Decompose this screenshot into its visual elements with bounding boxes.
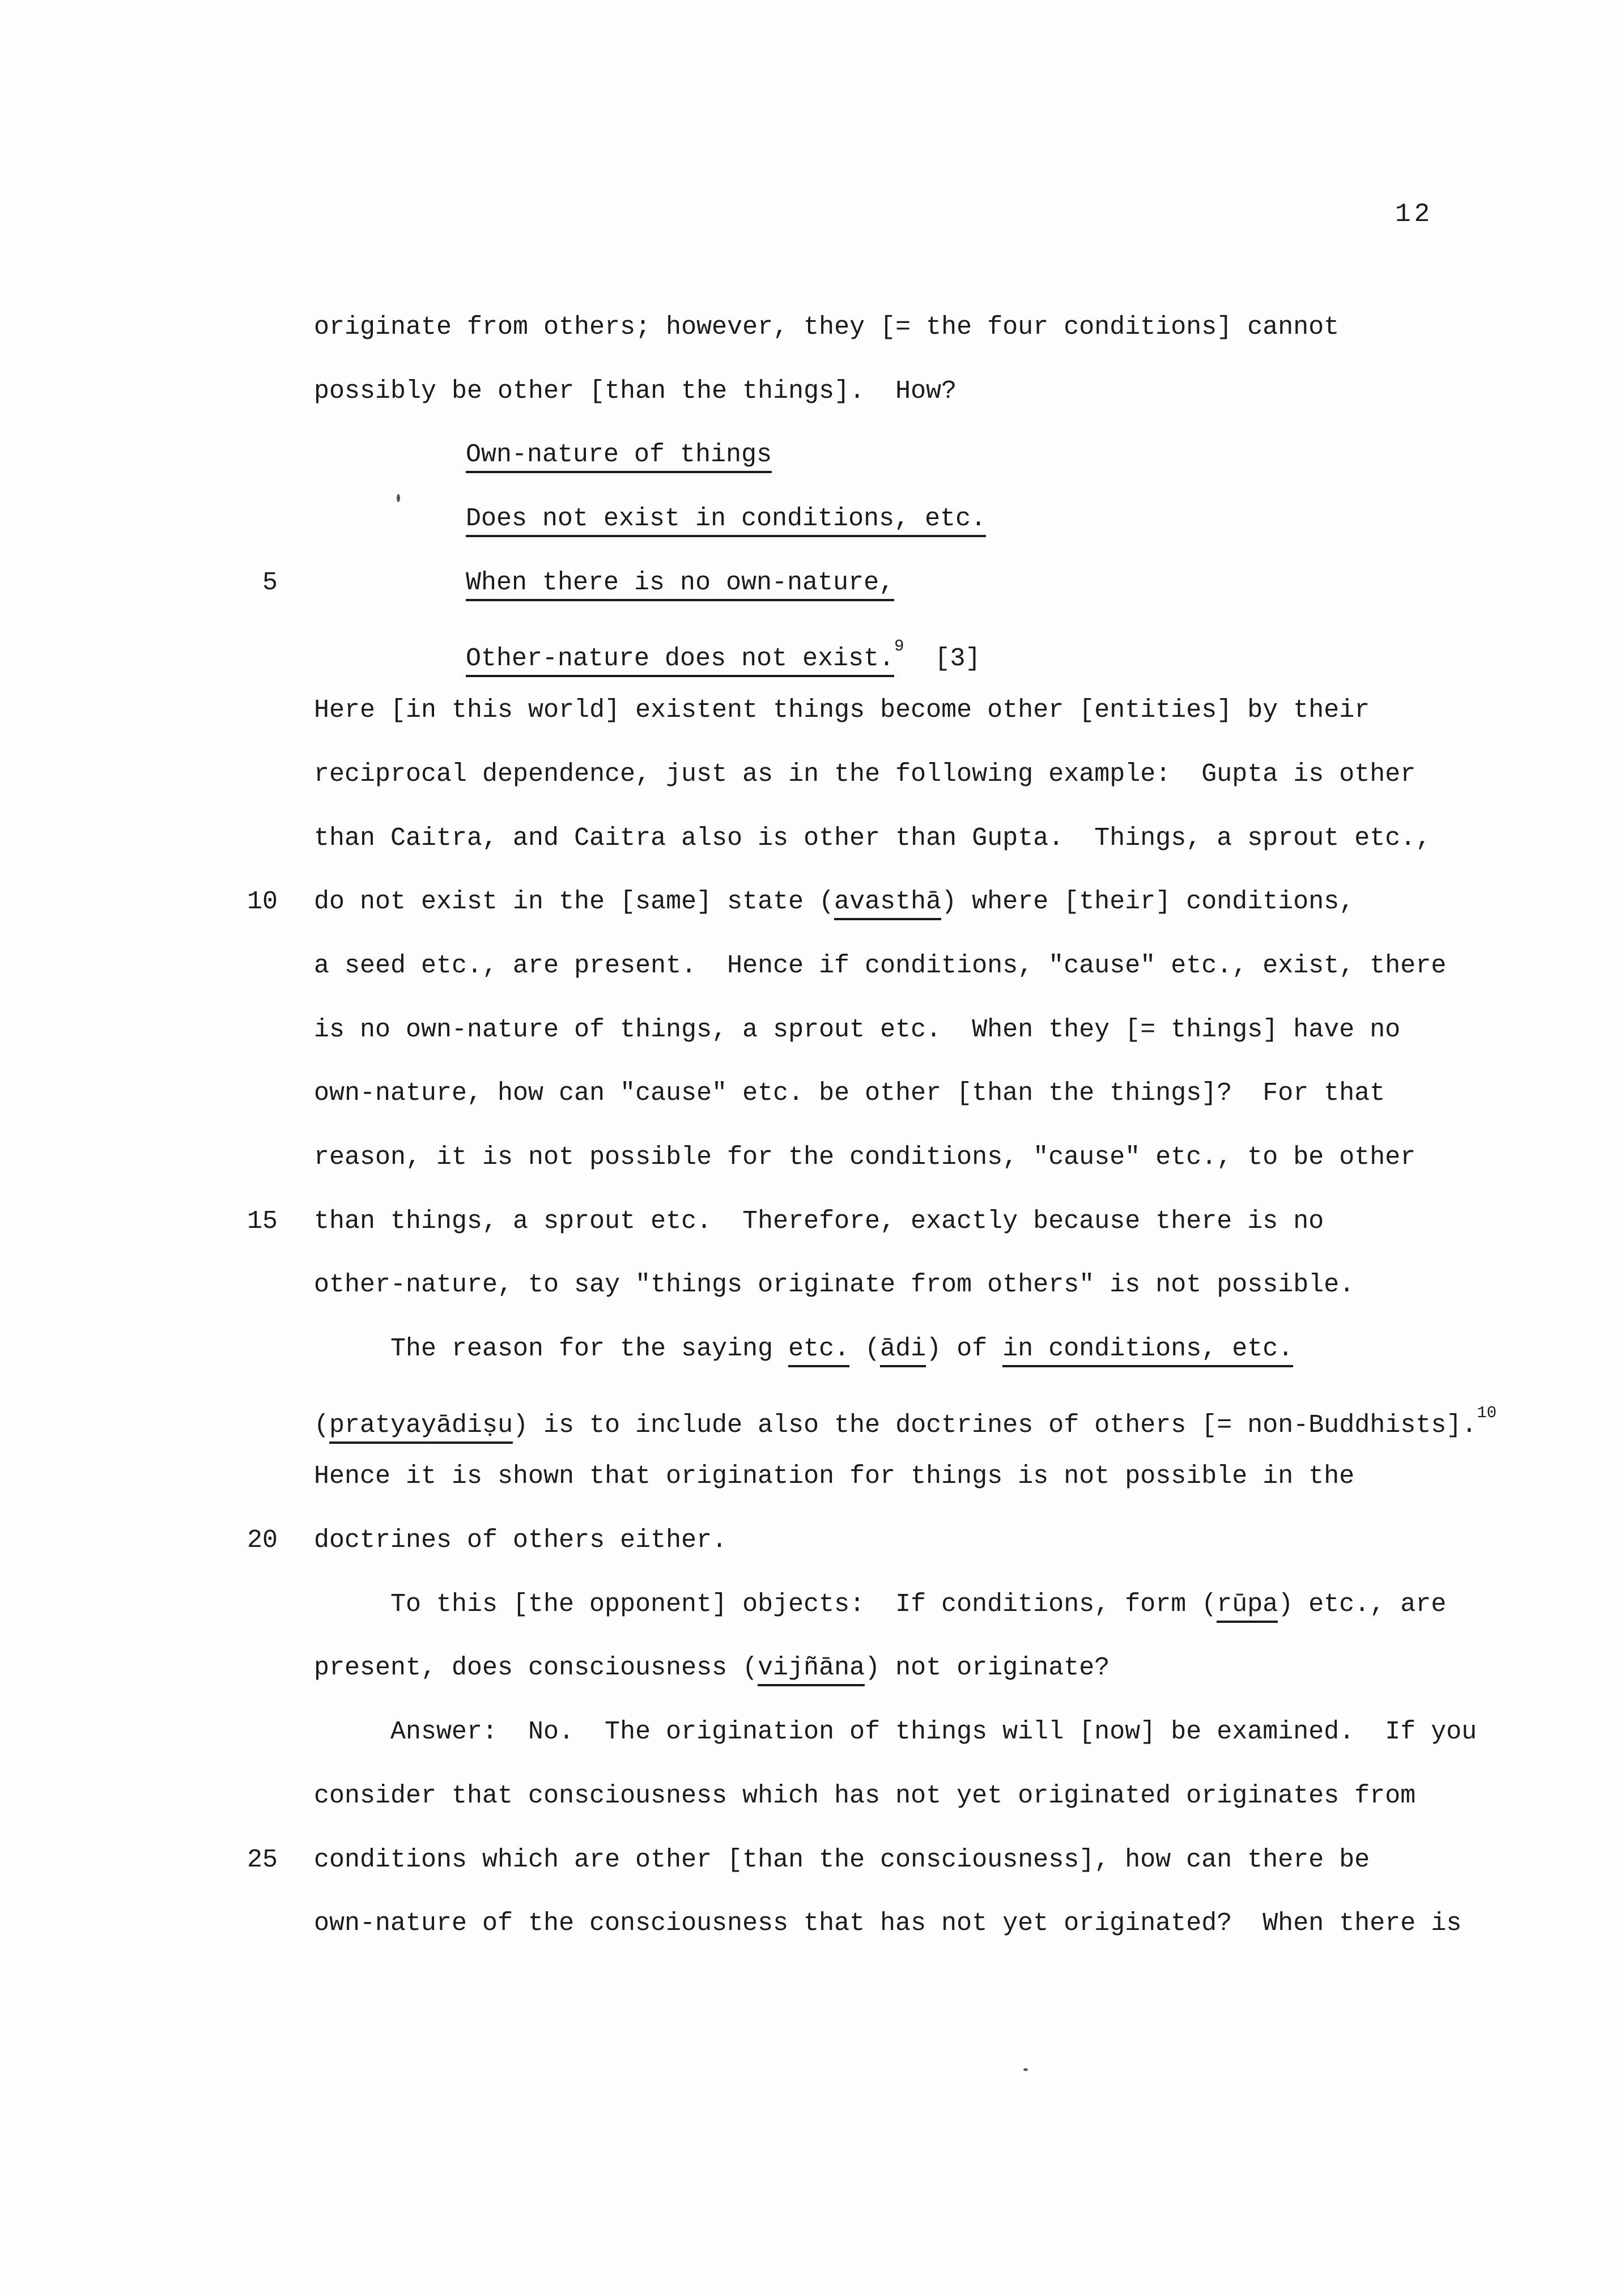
- text-line: [0, 758, 1624, 822]
- text-segment: doctrines of others either.: [314, 1526, 728, 1555]
- margin-line-number: 10: [246, 887, 278, 917]
- underlined-text: When there is no own-nature,: [466, 568, 894, 601]
- text-line: [0, 694, 1624, 758]
- line-content: [314, 1846, 1370, 1874]
- text-segment: originate from others; however, they [= the four conditions] cannot: [314, 313, 1340, 342]
- text-line: [0, 822, 1624, 886]
- text-line: [0, 1907, 1624, 1971]
- underlined-text: avasthā: [834, 887, 941, 920]
- line-content: [466, 504, 986, 537]
- text-segment: (: [849, 1334, 881, 1363]
- text-segment: own-nature, how can "cause" etc. be other [than the things]? For that: [314, 1079, 1385, 1108]
- text-line: [0, 1396, 1624, 1460]
- text-segment: The reason for the saying: [390, 1334, 789, 1363]
- underlined-text: etc.: [788, 1334, 849, 1367]
- text-line: [0, 949, 1624, 1013]
- margin-line-number: 25: [246, 1845, 278, 1874]
- underlined-text: in conditions, etc.: [1002, 1334, 1293, 1367]
- text-line: [0, 311, 1624, 375]
- line-content: [314, 313, 1339, 342]
- line-content: [390, 1590, 1446, 1623]
- text-segment: than Caitra, and Caitra also is other than Gupta. Things, a sprout etc.,: [314, 823, 1431, 853]
- text-line: [0, 1588, 1624, 1652]
- text-segment: ) of: [926, 1334, 1003, 1363]
- footnote-reference: 9: [894, 637, 904, 656]
- text-segment: present, does consciousness (: [314, 1653, 758, 1683]
- text-segment: other-nature, to say "things originate from others" is not possible.: [314, 1270, 1355, 1300]
- footnote-reference: 10: [1477, 1403, 1497, 1422]
- line-content: [390, 1717, 1477, 1746]
- scan-artifact: [1023, 2068, 1028, 2071]
- text-segment: Answer: No. The origination of things will [now] be examined. If you: [390, 1717, 1477, 1747]
- text-line: [0, 1651, 1624, 1715]
- text-segment: [3]: [904, 644, 981, 674]
- underlined-text: vijñāna: [758, 1653, 865, 1686]
- page-body: [0, 311, 1624, 1971]
- line-content: [466, 440, 772, 473]
- underlined-text: Does not exist in conditions, etc.: [466, 504, 986, 537]
- text-line: [0, 1013, 1624, 1077]
- text-segment: To this [the opponent] objects: If conditions, form (: [390, 1589, 1217, 1619]
- text-segment: Hence it is shown that origination for things is not possible in the: [314, 1462, 1355, 1491]
- text-segment: a seed etc., are present. Hence if conditions, "cause" etc., exist, there: [314, 951, 1447, 980]
- scan-artifact: [397, 494, 400, 502]
- line-content: [314, 1079, 1385, 1108]
- text-line: [0, 1332, 1624, 1396]
- text-line: [0, 375, 1624, 439]
- line-content: [314, 696, 1370, 725]
- line-content: [314, 951, 1446, 980]
- text-segment: ) not originate?: [865, 1653, 1110, 1683]
- text-segment: than things, a sprout etc. Therefore, exactly because there is no: [314, 1206, 1324, 1236]
- text-line: [0, 1524, 1624, 1588]
- line-content: [466, 637, 981, 674]
- line-content: [314, 1909, 1461, 1938]
- text-line: [0, 438, 1624, 502]
- text-line: [0, 630, 1624, 694]
- line-content: [314, 1270, 1354, 1299]
- text-segment: reason, it is not possible for the conditions, "cause" etc., to be other: [314, 1142, 1416, 1172]
- line-content: [314, 1015, 1400, 1044]
- text-line: [0, 502, 1624, 566]
- margin-line-number: 5: [262, 568, 278, 597]
- text-segment: conditions which are other [than the consciousness], how can there be: [314, 1845, 1370, 1874]
- margin-line-number: 20: [246, 1526, 278, 1555]
- text-segment: Here [in this world] existent things become other [entities] by their: [314, 696, 1370, 725]
- line-content: [314, 1207, 1324, 1236]
- text-segment: possibly be other [than the things]. How?: [314, 376, 957, 406]
- line-content: [314, 1462, 1354, 1491]
- line-content: [314, 824, 1431, 853]
- text-line: [0, 1460, 1624, 1524]
- line-content: [314, 1653, 1109, 1686]
- text-line: [0, 1141, 1624, 1205]
- text-segment: reciprocal dependence, just as in the following example: Gupta is other: [314, 759, 1416, 789]
- page-number: 12: [1395, 199, 1434, 229]
- text-segment: ) where [their] conditions,: [941, 887, 1355, 917]
- underlined-text: rūpa: [1217, 1590, 1278, 1623]
- underlined-text: ādi: [880, 1334, 926, 1367]
- line-content: [390, 1334, 1293, 1367]
- text-segment: ) etc., are: [1278, 1589, 1447, 1619]
- text-line: [0, 566, 1624, 630]
- text-segment: own-nature of the consciousness that has not yet originated? When there is: [314, 1909, 1462, 1938]
- underlined-text: Other-nature does not exist.: [466, 644, 894, 677]
- line-content: [314, 1403, 1497, 1440]
- underlined-text: Own-nature of things: [466, 440, 772, 473]
- text-segment: (: [314, 1410, 330, 1440]
- text-line: [0, 1077, 1624, 1141]
- text-line: [0, 1779, 1624, 1843]
- text-line: [0, 885, 1624, 949]
- line-content: [314, 760, 1415, 789]
- text-segment: is no own-nature of things, a sprout etc. When they [= things] have no: [314, 1015, 1401, 1044]
- line-content: [314, 377, 956, 406]
- text-line: [0, 1843, 1624, 1907]
- text-segment: ) is to include also the doctrines of others [= non-Buddhists].: [513, 1410, 1477, 1440]
- line-content: [314, 1526, 727, 1555]
- line-content: [314, 1143, 1415, 1172]
- line-content: [314, 887, 1354, 920]
- line-content: [314, 1781, 1415, 1810]
- text-segment: consider that consciousness which has not yet originated originates from: [314, 1781, 1416, 1810]
- text-segment: do not exist in the [same] state (: [314, 887, 835, 917]
- text-line: [0, 1268, 1624, 1332]
- text-line: [0, 1205, 1624, 1269]
- line-content: [466, 568, 894, 601]
- margin-line-number: 15: [246, 1206, 278, 1236]
- text-line: [0, 1715, 1624, 1779]
- underlined-text: pratyayādiṣu: [329, 1411, 513, 1444]
